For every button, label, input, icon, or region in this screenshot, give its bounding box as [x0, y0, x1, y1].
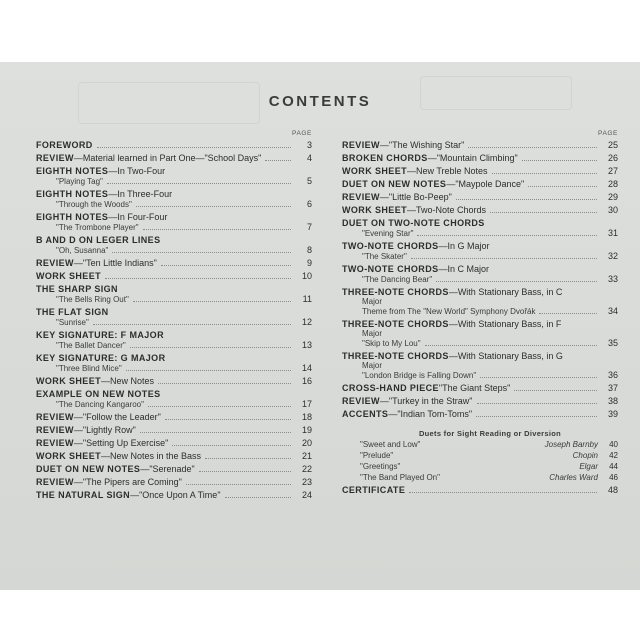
leader-dots	[107, 182, 291, 184]
leader-dots	[161, 264, 291, 266]
leader-dots	[411, 257, 597, 259]
entry-detail: —"Mountain Climbing"	[427, 153, 518, 163]
toc-entry[interactable]	[36, 451, 312, 461]
toc-entry[interactable]	[36, 189, 312, 209]
entry-title: BROKEN CHORDS	[342, 153, 428, 163]
entry-detail: —"The Pipers are Coming"	[73, 477, 182, 487]
entry-detail: —"Ten Little Indians"	[73, 258, 157, 268]
leader-dots	[126, 369, 291, 371]
toc-entry[interactable]	[342, 192, 618, 202]
page-number: 37	[607, 383, 618, 393]
toc-entry[interactable]	[342, 218, 618, 238]
entry-title: DUET ON NEW NOTES	[36, 464, 141, 474]
page-number: 5	[306, 176, 312, 186]
duet-title: "Prelude"	[360, 451, 394, 460]
toc-entry[interactable]	[342, 153, 618, 163]
entry-subtitle: "The Trombone Player"	[56, 223, 139, 232]
entry-title: WORK SHEET	[342, 166, 408, 176]
entry-detail: —"Maypole Dance"	[446, 179, 525, 189]
toc-entry[interactable]	[36, 212, 312, 232]
entry-title: FOREWORD	[36, 140, 93, 150]
leader-dots	[205, 457, 291, 459]
leader-dots	[148, 405, 291, 407]
leader-dots	[514, 389, 597, 391]
leader-dots	[165, 418, 291, 420]
page-number: 48	[607, 485, 618, 495]
leader-dots	[480, 376, 597, 378]
toc-entry[interactable]	[36, 412, 312, 422]
toc-entry[interactable]	[342, 351, 618, 380]
entry-title: REVIEW	[342, 192, 380, 202]
duet-composer: Joseph Barnby	[544, 440, 598, 449]
toc-entry[interactable]	[36, 330, 312, 350]
page-number: 39	[607, 409, 618, 419]
page-number: 35	[607, 338, 618, 348]
leader-dots	[225, 496, 291, 498]
entry-subtitle: "Playing Tag"	[56, 177, 103, 186]
page-number: 17	[301, 399, 312, 409]
leader-dots	[522, 159, 597, 161]
page-number: 31	[607, 228, 618, 238]
page-number: 27	[607, 166, 618, 176]
page-number: 25	[607, 140, 618, 150]
entry-detail: —Material learned in Part One—"School Days"	[73, 153, 262, 163]
entry-title: DUET ON TWO-NOTE CHORDS	[342, 218, 485, 228]
entry-title: WORK SHEET	[36, 271, 102, 281]
bottom-margin	[0, 590, 640, 640]
leader-dots	[265, 159, 291, 161]
page-column-heading: PAGE	[598, 130, 618, 137]
entry-title: EIGHTH NOTES	[36, 212, 109, 222]
page-number: 23	[301, 477, 312, 487]
entry-title: THREE-NOTE CHORDS	[342, 287, 449, 297]
entry-title: CERTIFICATE	[342, 485, 406, 495]
entry-detail: —In Two-Four	[108, 166, 166, 176]
toc-entry[interactable]	[342, 264, 618, 284]
toc-entry[interactable]	[36, 353, 312, 373]
leader-dots	[136, 205, 291, 207]
page-number: 24	[301, 490, 312, 500]
entry-detail: —"Setting Up Exercise"	[73, 438, 169, 448]
entry-subtitle: "Sunrise"	[56, 318, 89, 327]
page-number: 22	[301, 464, 312, 474]
entry-subtitle: Major	[362, 361, 383, 370]
entry-title: WORK SHEET	[342, 205, 408, 215]
leader-dots	[468, 146, 597, 148]
toc-entry[interactable]	[342, 319, 618, 348]
entry-subtitle: "Three Blind Mice"	[56, 364, 122, 373]
leader-dots	[490, 211, 597, 213]
leader-dots	[93, 323, 291, 325]
entry-subtitle: Major	[362, 329, 383, 338]
top-margin	[0, 0, 640, 62]
entry-detail: —With Stationary Bass, in F	[448, 319, 562, 329]
page-number: 46	[609, 473, 618, 482]
page-number: 29	[607, 192, 618, 202]
entry-detail: —In G Major	[438, 241, 490, 251]
entry-title: EIGHTH NOTES	[36, 189, 109, 199]
leader-dots	[158, 382, 291, 384]
leader-dots	[425, 344, 597, 346]
toc-entry[interactable]	[36, 284, 312, 304]
page-number: 44	[609, 462, 618, 471]
toc-column-right	[342, 128, 618, 495]
entry-title: THREE-NOTE CHORDS	[342, 319, 449, 329]
entry-title: REVIEW	[36, 438, 74, 448]
entry-title: REVIEW	[342, 140, 380, 150]
toc-entry[interactable]	[36, 166, 312, 186]
page-number: 12	[301, 317, 312, 327]
entry-subtitle: "Oh, Susanna"	[56, 246, 109, 255]
toc-entry[interactable]	[36, 271, 312, 281]
duets-heading: Duets for Sight Reading or Diversion	[418, 429, 562, 438]
page-number: 19	[301, 425, 312, 435]
entry-detail: —With Stationary Bass, in G	[448, 351, 563, 361]
leader-dots	[140, 431, 291, 433]
toc-list-right	[342, 140, 618, 419]
leader-dots	[456, 198, 597, 200]
leader-dots	[130, 346, 291, 348]
entry-detail: —"Lightly Row"	[73, 425, 136, 435]
duet-entry[interactable]	[342, 473, 618, 482]
leader-dots	[409, 491, 597, 493]
entry-title: REVIEW	[36, 477, 74, 487]
toc-entry[interactable]	[36, 490, 312, 500]
entry-title: THREE-NOTE CHORDS	[342, 351, 449, 361]
entry-detail: —With Stationary Bass, in C	[448, 287, 563, 297]
leader-dots	[97, 146, 291, 148]
entry-subtitle: "Evening Star"	[362, 229, 414, 238]
page-number: 26	[607, 153, 618, 163]
leader-dots	[105, 277, 291, 279]
leader-dots	[436, 280, 597, 282]
page-number: 3	[306, 140, 312, 150]
page-number: 9	[306, 258, 312, 268]
page-number: 42	[609, 451, 618, 460]
entry-title: WORK SHEET	[36, 376, 102, 386]
entry-detail: —"Serenade"	[140, 464, 195, 474]
entry-title: EXAMPLE ON NEW NOTES	[36, 389, 161, 399]
entry-title: REVIEW	[36, 258, 74, 268]
toc-entry[interactable]	[342, 166, 618, 176]
entry-detail: —In Four-Four	[108, 212, 168, 222]
toc-entry[interactable]	[342, 383, 618, 393]
duet-title: "The Band Played On"	[360, 473, 440, 482]
entry-detail: —Two-Note Chords	[407, 205, 487, 215]
toc-entry[interactable]	[36, 376, 312, 386]
toc-entry[interactable]	[36, 477, 312, 487]
entry-title: TWO-NOTE CHORDS	[342, 241, 439, 251]
page-number: 38	[607, 396, 618, 406]
entry-detail: —"Follow the Leader"	[73, 412, 161, 422]
entry-subtitle: "The Dancing Kangaroo"	[56, 400, 144, 409]
entry-title: KEY SIGNATURE: G MAJOR	[36, 353, 166, 363]
entry-title: KEY SIGNATURE: F MAJOR	[36, 330, 164, 340]
entry-title: CROSS-HAND PIECE	[342, 383, 439, 393]
duet-list	[342, 440, 618, 482]
leader-dots	[143, 228, 291, 230]
entry-title: TWO-NOTE CHORDS	[342, 264, 439, 274]
duet-entry[interactable]	[342, 462, 618, 471]
entry-detail: —"Once Upon A Time"	[130, 490, 221, 500]
page-title: CONTENTS	[268, 93, 372, 110]
entry-detail: —"Indian Tom-Toms"	[388, 409, 473, 419]
entry-detail: —New Treble Notes	[407, 166, 488, 176]
page-number: 11	[302, 294, 312, 304]
entry-title: REVIEW	[342, 396, 380, 406]
entry-title: THE SHARP SIGN	[36, 284, 118, 294]
toc-entry[interactable]	[36, 235, 312, 255]
entry-subtitle: "The Bells Ring Out"	[56, 295, 129, 304]
page-number: 20	[301, 438, 312, 448]
entry-title: WORK SHEET	[36, 451, 102, 461]
leader-dots	[112, 251, 291, 253]
toc-entry[interactable]	[36, 425, 312, 435]
leader-dots	[528, 185, 597, 187]
entry-title: REVIEW	[36, 412, 74, 422]
page-number: 16	[301, 376, 312, 386]
page-number: 6	[306, 199, 312, 209]
duet-composer: Chopin	[572, 451, 598, 460]
toc-column-left	[36, 128, 312, 503]
entry-title: REVIEW	[36, 425, 74, 435]
toc-entry[interactable]	[342, 396, 618, 406]
leader-dots	[477, 402, 598, 404]
duet-title: "Sweet and Low"	[360, 440, 421, 449]
entry-title: THE FLAT SIGN	[36, 307, 109, 317]
entry-piece: "Skip to My Lou"	[362, 339, 421, 348]
entry-detail: —New Notes	[101, 376, 155, 386]
toc-entry[interactable]	[36, 464, 312, 474]
entry-title: THE NATURAL SIGN	[36, 490, 131, 500]
entry-title: B AND D ON LEGER LINES	[36, 235, 161, 245]
entry-title: ACCENTS	[342, 409, 389, 419]
leader-dots	[539, 312, 597, 314]
toc-entry[interactable]	[36, 153, 312, 163]
page-number: 30	[607, 205, 618, 215]
entry-detail: —"Little Bo-Peep"	[379, 192, 452, 202]
entry-subtitle: "Through the Woods"	[56, 200, 132, 209]
duet-entry[interactable]	[342, 451, 618, 460]
toc-entry[interactable]	[36, 389, 312, 409]
page-number: 21	[301, 451, 312, 461]
entry-detail: —"Turkey in the Straw"	[379, 396, 473, 406]
page-number: 32	[607, 251, 618, 261]
toc-entry[interactable]	[342, 409, 618, 419]
toc-entry[interactable]	[342, 140, 618, 150]
page-number: 7	[306, 222, 312, 232]
leader-dots	[186, 483, 291, 485]
entry-subtitle: Major	[362, 297, 383, 306]
entry-detail: —New Notes in the Bass	[101, 451, 202, 461]
duet-title: "Greetings"	[360, 462, 401, 471]
page-number: 40	[609, 440, 618, 449]
entry-piece: "London Bridge is Falling Down"	[362, 371, 477, 380]
leader-dots	[492, 172, 597, 174]
toc-entry[interactable]	[342, 205, 618, 215]
toc-entry[interactable]	[342, 179, 618, 189]
entry-detail: —"The Wishing Star"	[379, 140, 465, 150]
entry-title: DUET ON NEW NOTES	[342, 179, 447, 189]
page-number: 8	[306, 245, 312, 255]
leader-dots	[172, 444, 291, 446]
duet-entry[interactable]	[342, 440, 618, 449]
toc-entry-certificate[interactable]	[342, 485, 618, 495]
duet-composer: Elgar	[579, 462, 598, 471]
leader-dots	[199, 470, 291, 472]
toc-list-left	[36, 140, 312, 500]
page-number: 36	[607, 370, 618, 380]
toc-entry[interactable]	[36, 307, 312, 327]
entry-title: REVIEW	[36, 153, 74, 163]
toc-entry[interactable]	[342, 287, 618, 316]
page-number: 14	[301, 363, 312, 373]
entry-subtitle: "The Skater"	[362, 252, 407, 261]
page-number: 4	[306, 153, 312, 163]
entry-subtitle: "The Ballet Dancer"	[56, 341, 126, 350]
entry-title: EIGHTH NOTES	[36, 166, 109, 176]
leader-dots	[476, 415, 597, 417]
page-number: 33	[607, 274, 618, 284]
entry-detail: —In Three-Four	[108, 189, 173, 199]
page-number: 34	[607, 306, 618, 316]
leader-dots	[133, 300, 291, 302]
leader-dots	[417, 234, 597, 236]
entry-piece: Theme from The "New World" Symphony Dvořák	[362, 307, 536, 316]
page-number: 18	[301, 412, 312, 422]
toc-entry[interactable]	[36, 140, 312, 150]
page-number: 10	[301, 271, 312, 281]
page-number: 13	[301, 340, 312, 350]
toc-entry[interactable]	[342, 241, 618, 261]
entry-subtitle: "The Dancing Bear"	[362, 275, 433, 284]
toc-entry[interactable]	[36, 438, 312, 448]
page-column-heading: PAGE	[292, 130, 312, 137]
entry-detail: —In C Major	[438, 264, 490, 274]
duet-composer: Charles Ward	[549, 473, 598, 482]
page-number: 28	[607, 179, 618, 189]
entry-detail: "The Giant Steps"	[438, 383, 511, 393]
toc-entry[interactable]	[36, 258, 312, 268]
